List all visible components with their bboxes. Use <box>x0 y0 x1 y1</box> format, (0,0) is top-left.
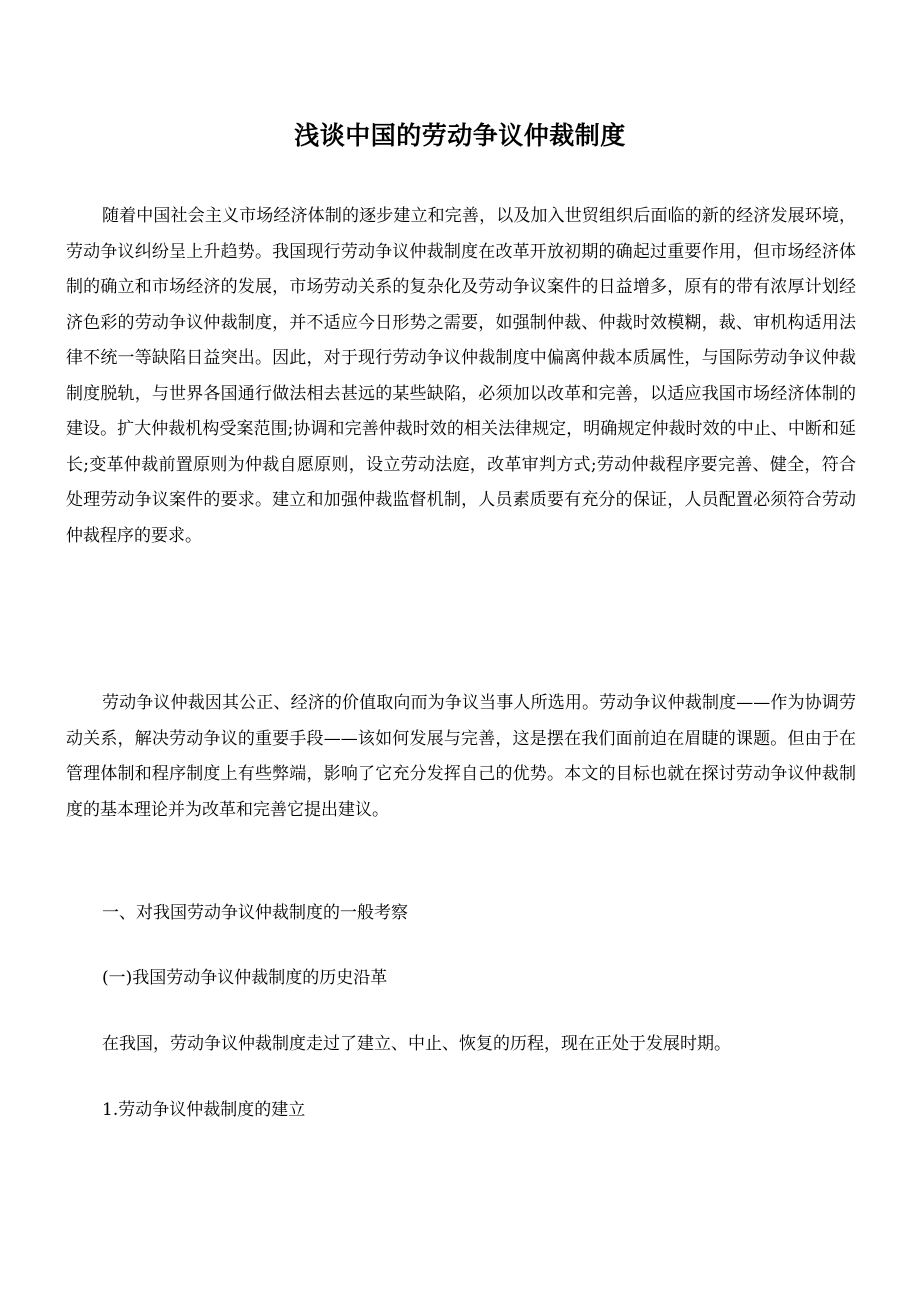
body-paragraph-intro: 随着中国社会主义市场经济体制的逐步建立和完善，以及加入世贸组织后面临的新的经济发展环境，劳动争议纠纷呈上升趋势。我国现行劳动争议仲裁制度在改革开放初期的确起过重要作用，但市场经济体制的确立和市场经济的发展，市场劳动关系的复杂化及劳动争议案件的日益增多，原有的带有浓厚计划经济色彩的劳动争议仲裁制度，并不适应今日形势之需要，如强制仲裁、仲裁时效模糊，裁、审机构适用法律不统一等缺陷日益突出。因此，对于现行劳动争议仲裁制度中偏离仲裁本质属性，与国际劳动争议仲裁制度脱轨，与世界各国通行做法相去甚远的某些缺陷，必须加以改革和完善，以适应我国市场经济体制的建设。扩大仲裁机构受案范围;协调和完善仲裁时效的相关法律规定，明确规定仲裁时效的中止、中断和延长;变革仲裁前置原则为仲裁自愿原则，设立劳动法庭，改革审判方式;劳动仲裁程序要完善、健全，符合处理劳动争议案件的要求。建立和加强仲裁监督机制，人员素质要有充分的保证，人员配置必须符合劳动仲裁程序的要求。 <box>66 206 856 546</box>
numbered-heading: 1.劳动争议仲裁制度的建立 <box>102 1100 306 1120</box>
body-paragraph-history: 在我国，劳动争议仲裁制度走过了建立、中止、恢复的历程，现在正处于发展时期。 <box>102 1034 731 1054</box>
body-paragraph-purpose: 劳动争议仲裁因其公正、经济的价值取向而为争议当事人所选用。劳动争议仲裁制度——作为协调劳动关系，解决劳动争议的重要手段——该如何发展与完善，这是摆在我们面前迫在眉睫的课题。但由于在管理体制和程序制度上有些弊端，影响了它充分发挥自己的优势。本文的目标也就在探讨劳动争议仲裁制度的基本理论并为改革和完善它提出建议。 <box>66 693 856 820</box>
document-title: 浅谈中国的劳动争议仲裁制度 <box>294 121 626 150</box>
subsection-heading: (一)我国劳动争议仲裁制度的历史沿革 <box>102 968 388 988</box>
section-heading-1: 一、对我国劳动争议仲裁制度的一般考察 <box>102 903 408 923</box>
